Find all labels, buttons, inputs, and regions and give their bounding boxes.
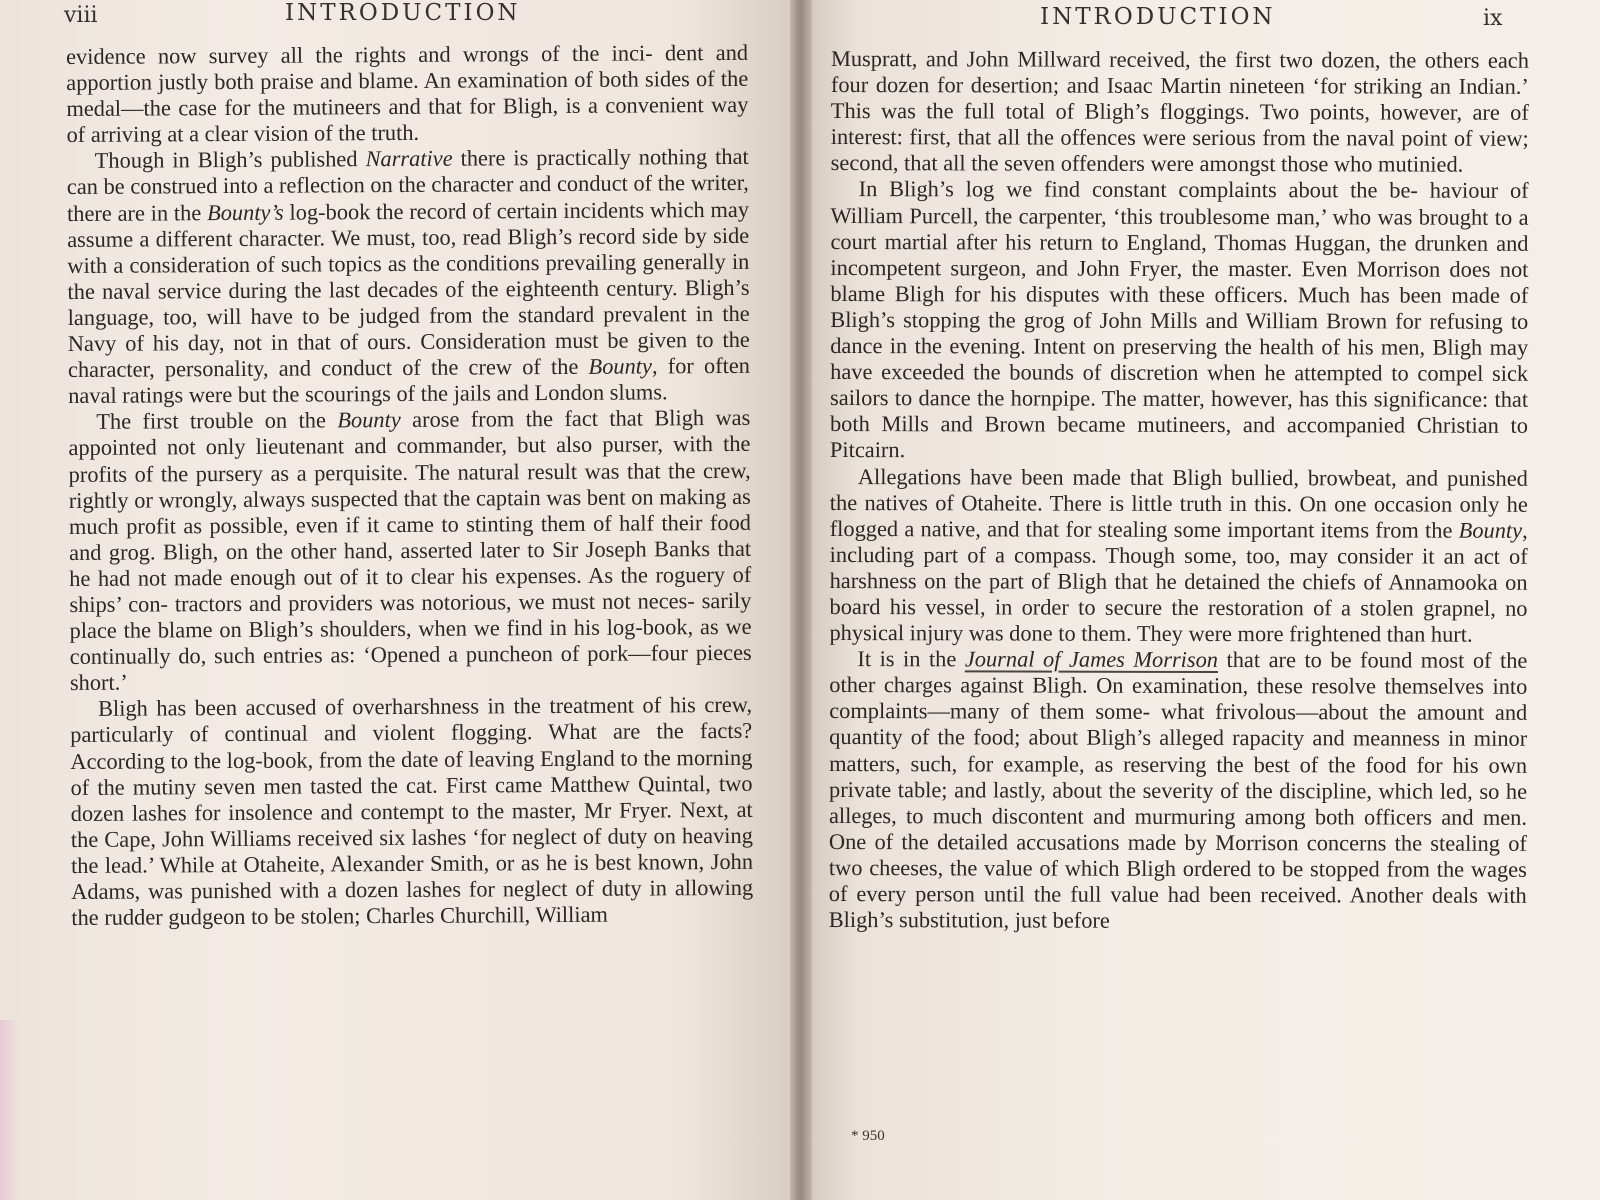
- text-run: Bligh has been accused of overharshness in the treatment of his crew, particularly of continual and violent flogging. What are the facts? According to the log-book, from the date of leaving England to the morning of the mutiny seven men tasted the cat. First came Matthew Quintal, two dozen lashes for insolence and contempt to the master, Mr Fryer. Next, at the Cape, John Williams received six lashes ‘for neglect of duty on heaving the lead.’ While at Otaheite, Alexander Smith, or as he is best known, John Adams, was punished with a dozen lashes for neglect of duty in allowing the rudder gudgeon to be stolen; Charles Churchill, William: [70, 692, 754, 931]
- paragraph: [68, 405, 752, 696]
- text-run: Muspratt, and John Millward received, the first two dozen, the others each four dozen for desertion; and Isaac Martin nineteen ‘for striking an Indian.’ This was the full total of Bligh’s floggings. Two points, however, are of interest: first, that all the offences were serious from the naval point of view; second, that all the seven offenders were amongst those who mutinied.: [830, 46, 1529, 178]
- italic-text: Bounty’s: [206, 199, 284, 225]
- text-run: that are to be found most of the other charges against Bligh. On examination, these resolve themselves into complaints—many of them some- what frivolous—about the amount and quantity of the food; about Bligh’s alleged rapacity and meanness in minor matters, such, for example, as reserving the best of the food for his own private table; and lastly, about the severity of the discipline, which led, so he alleges, to much discontent and murmuring among both officers and men. One of the detailed accusations made by Morrison concerns the stealing of two cheeses, the value of which Bligh ordered to be stopped from the wages of every person until the full value had been received. Another deals with Bligh’s substitution, just before: [828, 647, 1528, 933]
- paragraph: [830, 176, 1529, 465]
- text-run: It is in the: [857, 646, 965, 672]
- paragraph: [829, 463, 1527, 647]
- text-run: In Bligh’s log we find constant complaints about the be- haviour of William Purcell, the carpenter, ‘this troublesome man,’ who was brought to a court martial after his return to England, Thomas Huggan, the drunken and incompetent surgeon, and John Fryer, the master. Even Morrison does not blame Bligh for his disputes with these officers. Much has been made of Bligh’s stopping the grog of John Mills and William Brown for refusing to dance in the evening. Intent on preserving the health of his men, Bligh may have exceeded the bounds of discretion when he attempted to compel sick sailors to dance the hornpipe. The matter, however, has this significance: that both Mills and Brown became mutineers, and accompanied Christian to Pitcairn.: [829, 176, 1529, 463]
- paragraph: [66, 40, 749, 149]
- paragraph: [831, 46, 1529, 178]
- italic-text: Bounty: [588, 353, 653, 379]
- paragraph: [70, 692, 753, 931]
- text-run: The first trouble on the: [96, 407, 338, 435]
- paragraph: [67, 144, 751, 409]
- signature-mark: * 950: [851, 1128, 885, 1144]
- book-gutter: [790, 0, 812, 1200]
- running-head-right: INTRODUCTION: [1040, 4, 1276, 30]
- italic-text: Journal of James Morrison: [964, 646, 1219, 673]
- text-run: evidence now survey all the rights and wrongs of the inci- dent and apportion justly both praise and blame. An examination of both sides of the medal—the case for the mutineers and that for Bligh, is a convenient way of arriving at a clear vision of the truth.: [66, 39, 749, 148]
- page-edge-tint: [0, 1020, 20, 1200]
- italic-text: Narrative: [365, 146, 453, 172]
- text-run: Though in Bligh’s published: [94, 146, 366, 174]
- text-run: log-book the record of certain incidents which may assume a different character. We must, too, read Bligh’s record side by side with a consideration of such topics as the conditions prevailing generally in the naval service during the last decades of the eighteenth century. Bligh’s language, too, will have to be judged from the standard prevalent in the Navy of his day, not in that of ours. Consideration must be given to the character, personality, and conduct of the crew of the: [67, 196, 750, 383]
- left-page-text: [66, 40, 753, 931]
- page-number-left: viii: [64, 3, 98, 28]
- italic-text: Bounty: [1458, 517, 1523, 543]
- page-number-right: ix: [1483, 6, 1503, 31]
- text-run: arose from the fact that Bligh was appointed not only lieutenant and commander, but also purser, with the profits of the pursery as a perquisite. The natural result was that the crew, rightly or wrongly, always suspected that the captain was bent on making as much profit as possible, even if it came to stinting them of half their food and grog. Bligh, on the other hand, asserted later to Sir Joseph Banks that he had not made enough out of it to clear his expenses. As the roguery of ships’ con- tractors and providers was notorious, we must not neces- sarily place the blame on Bligh’s shoulders, when we find in his log-book, as we continually do, such entries as: ‘Opened a puncheon of pork—four pieces short.’: [68, 405, 752, 696]
- text-run: there is practically nothing that can be construed into a reflection on the character and conduct of the writer, there are in the: [66, 144, 749, 226]
- paragraph: [829, 646, 1528, 935]
- text-run: Allegations have been made that Bligh bullied, browbeat, and punished the natives of Otaheite. There is little truth in this. On one occasion only he flogged a native, and that for stealing some important items from the: [829, 463, 1528, 543]
- right-page: [795, 0, 1600, 1200]
- left-page: [0, 0, 795, 1200]
- text-run: , including part of a compass. Though some, too, may consider it an act of harshness on the part of Bligh that he detained the chiefs of Annamooka on board his vessel, in order to secure the restoration of a stolen grapnel, no physical injury was done to them. They were more frightened than hurt.: [829, 517, 1528, 647]
- text-run: , for often naval ratings were but the scourings of the jails and London slums.: [68, 352, 751, 409]
- italic-text: Bounty: [337, 407, 401, 433]
- running-head-left: INTRODUCTION: [285, 0, 521, 26]
- right-page-text: [829, 46, 1529, 935]
